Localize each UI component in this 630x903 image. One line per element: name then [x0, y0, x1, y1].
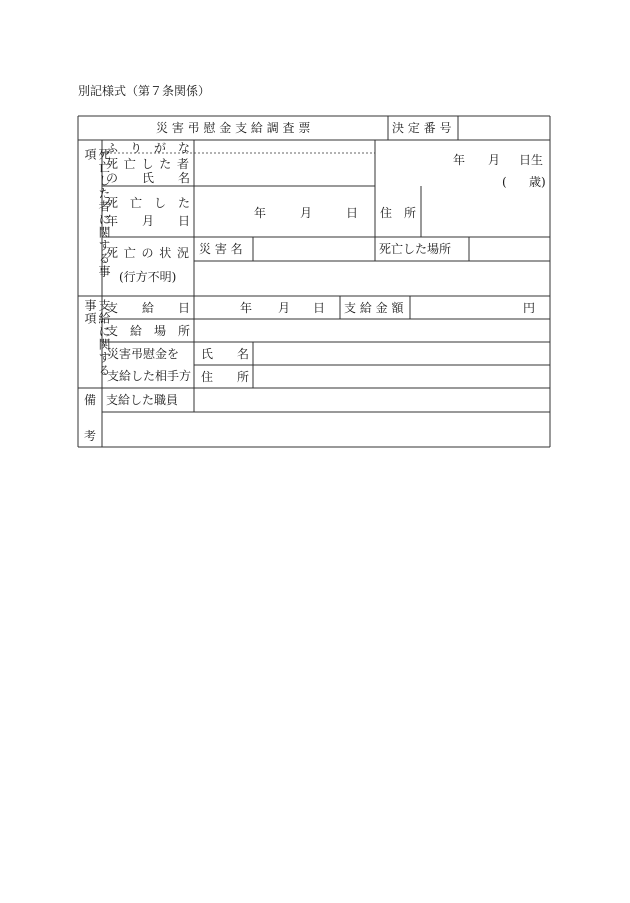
- birth-year: 年: [453, 153, 466, 167]
- form-label: 別記様式（第７条関係）: [78, 84, 211, 98]
- yen-unit: 円: [523, 301, 536, 315]
- death-place-label: 死亡した場所: [379, 242, 452, 256]
- decision-number-label: 決 定 番 号: [392, 121, 452, 135]
- disaster-name-field[interactable]: [254, 238, 374, 260]
- paying-staff-field[interactable]: [195, 389, 549, 411]
- section-deceased-label: 死亡した者に関する事項: [83, 148, 111, 278]
- disaster-name-label: 災 害 名: [199, 242, 243, 256]
- payment-date-label: 支 給 日: [106, 301, 191, 315]
- remarks-field[interactable]: [103, 413, 549, 446]
- deceased-name-label-line1: 死 亡 し た 者: [106, 157, 189, 171]
- deceased-address-label: 住 所: [380, 206, 417, 220]
- death-place-field[interactable]: [470, 238, 549, 260]
- birth-month: 月: [488, 153, 501, 167]
- death-date-label-line1: 死 亡 し た: [106, 196, 191, 210]
- death-date-year: 年: [254, 206, 267, 220]
- deceased-address-field[interactable]: [422, 187, 549, 236]
- recipient-label-line2: 支給した相手方: [107, 369, 192, 383]
- payment-amount-label: 支 給 金 額: [344, 301, 404, 315]
- payment-date-day: 日: [313, 301, 326, 315]
- section-payment-label: 支給に関する事項: [83, 299, 111, 377]
- recipient-name-field[interactable]: [254, 343, 549, 364]
- deceased-name-field[interactable]: [195, 154, 374, 185]
- remarks-label-top: 備: [84, 393, 97, 407]
- recipient-address-field[interactable]: [254, 366, 549, 387]
- age-label: 歳): [529, 175, 546, 189]
- remarks-label-bottom: 考: [84, 429, 97, 443]
- age-open-paren: (: [502, 175, 507, 189]
- death-date-label-line2: 年 月 日: [106, 214, 191, 228]
- missing-label: (行方不明): [119, 270, 177, 284]
- death-date-month: 月: [300, 206, 313, 220]
- furigana-field[interactable]: [195, 141, 374, 153]
- recipient-label-line1: 災害弔慰金を: [107, 347, 180, 361]
- payment-place-label: 支 給 場 所: [106, 324, 191, 338]
- paying-staff-label: 支給した職員: [106, 393, 179, 407]
- recipient-name-label: 氏 名: [201, 347, 250, 361]
- payment-place-field[interactable]: [195, 320, 549, 341]
- decision-number-field[interactable]: [459, 117, 549, 139]
- form-title: 災 害 弔 慰 金 支 給 調 査 票: [156, 121, 311, 135]
- furigana-label: ふ り が な: [106, 141, 191, 155]
- death-situation-label: 死 亡 の 状 況: [106, 246, 189, 260]
- recipient-address-label: 住 所: [201, 370, 250, 384]
- death-situation-field[interactable]: [195, 262, 549, 295]
- birth-day: 日生: [519, 153, 544, 167]
- payment-date-month: 月: [278, 301, 291, 315]
- payment-date-year: 年: [240, 301, 253, 315]
- deceased-name-label-line2: の 氏 名: [106, 171, 191, 185]
- death-date-day: 日: [346, 206, 359, 220]
